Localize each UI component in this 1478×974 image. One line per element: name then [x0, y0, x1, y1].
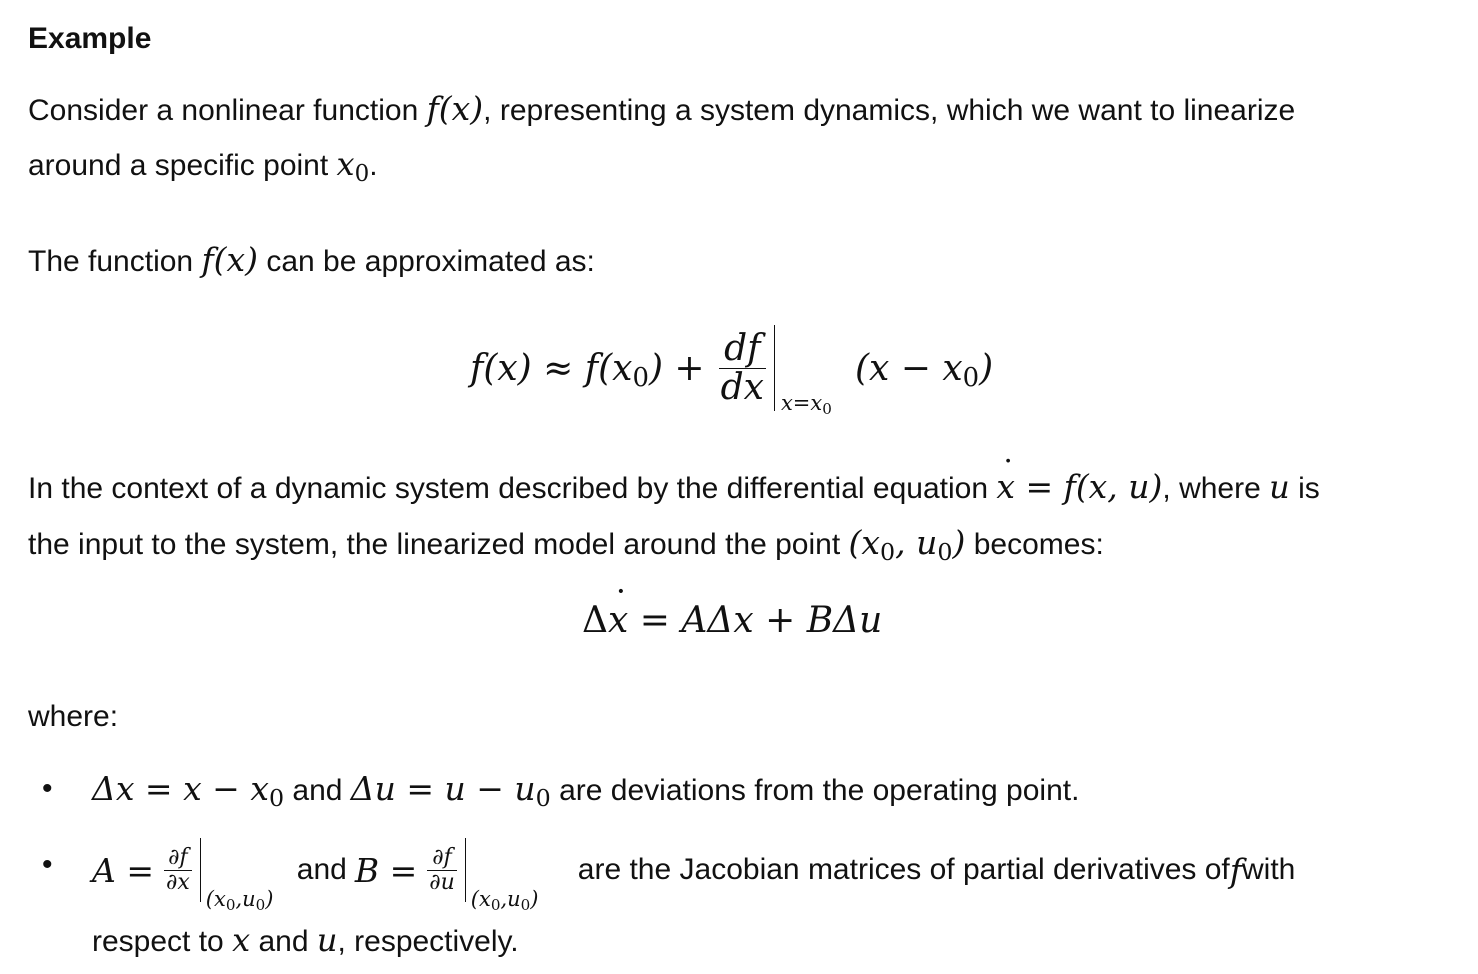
eval-open: (x [205, 887, 226, 911]
math-subscript: 0 [880, 537, 896, 566]
eval-open: (x [470, 887, 491, 911]
eval-point [205, 887, 274, 914]
bullet-text: , respectively. [337, 925, 519, 958]
bullet-text: respect to [92, 925, 233, 958]
eq1-lhs-close: ) + [648, 347, 705, 389]
math-subscript: 0 [255, 895, 266, 914]
math-subscript: 0 [937, 537, 953, 566]
math-xdot: ˙ x [608, 600, 628, 641]
fraction-denominator: ∂x [165, 869, 190, 895]
bullet-text: with [1242, 853, 1296, 886]
math-subscript: 0 [962, 362, 980, 393]
section-heading: Example [28, 22, 152, 55]
math-dx-text: Δx = x − x [92, 769, 269, 808]
para1-line1 [28, 89, 1296, 128]
op-open: (x [848, 523, 881, 562]
eval-point [780, 391, 832, 418]
math-subscript: 0 [268, 783, 285, 812]
math-subscript: 0 [520, 895, 531, 914]
evaluation-bar [774, 325, 847, 418]
math-subscript: 0 [822, 399, 832, 418]
derivative-fraction [719, 327, 766, 408]
para1-text: around a specific point [28, 149, 337, 182]
eval-close: ) [265, 887, 274, 911]
evaluation-bar [465, 838, 562, 914]
bullet-marker: • [42, 848, 53, 881]
math-fx: f(x) [201, 240, 259, 279]
eval-mid: ,u [235, 887, 256, 911]
para3-text: becomes: [965, 528, 1104, 561]
para2 [28, 240, 595, 279]
op-close: ) [952, 523, 966, 562]
para1-text: , representing a system dynamics, which we want to linearize [483, 94, 1296, 127]
eval-point [470, 887, 539, 914]
taylor-equation [470, 318, 993, 418]
eval-close: ) [530, 887, 539, 911]
para2-text: can be approximated as: [258, 245, 595, 278]
para2-text: The function [28, 245, 202, 278]
fraction-denominator: ∂u [429, 869, 455, 895]
bullet-text: are deviations from the operating point. [550, 774, 1080, 807]
math-a-lhs: A = [92, 850, 154, 890]
eval-mid: ,u [500, 887, 521, 911]
where-label: where: [28, 700, 119, 733]
eq1-lhs-text: f(x) ≈ f(x [470, 347, 633, 389]
fraction-numerator: ∂f [164, 846, 192, 870]
math-x0 [336, 145, 370, 187]
fraction-numerator: df [719, 330, 766, 369]
para3-text: , where [1162, 472, 1270, 505]
bullet-text: are the Jacobian matrices of partial derivatives of [577, 853, 1230, 886]
math-x: x [336, 145, 355, 183]
eq1-rhs-close: ) [979, 347, 994, 389]
math-ode-rest: = f(x, u) [1014, 467, 1163, 506]
bullet-item-jacobians [92, 832, 1296, 914]
bullet-item-deviations [92, 769, 1080, 812]
op-mid: , u [895, 523, 938, 562]
para1-text: . [369, 149, 378, 182]
para3-text: the input to the system, the linearized model around the point [28, 528, 849, 561]
partial-fx-fraction [164, 846, 192, 893]
eval-text: x=x [780, 391, 823, 415]
math-operating-point [848, 523, 966, 566]
fraction-numerator: ∂f [427, 846, 457, 870]
para3-text: In the context of a dynamic system described by the differential equation [28, 472, 997, 505]
para3-text: is [1289, 472, 1320, 505]
math-subscript: 0 [490, 895, 501, 914]
para3-line2 [28, 523, 1104, 566]
bullet-text: and [250, 925, 317, 958]
math-u: u [1269, 468, 1290, 506]
math-b-lhs: B = [354, 850, 418, 890]
math-subscript: 0 [632, 362, 649, 393]
math-subscript: 0 [535, 783, 551, 812]
math-subscript: 0 [225, 895, 236, 914]
para1-text: Consider a nonlinear function [28, 94, 427, 127]
delta-symbol: Δ [582, 600, 608, 641]
evaluation-bar [200, 838, 297, 914]
math-ode [996, 467, 1162, 506]
eq1-rhs-text: (x − x [854, 347, 963, 389]
math-f: f [1229, 850, 1242, 890]
bullet-text: and [284, 774, 351, 807]
math-fx: f(x) [426, 89, 484, 128]
math-du-text: Δu = u − u [350, 769, 536, 808]
eq2-rest: = AΔx + BΔu [628, 600, 883, 641]
math-delta-u [350, 769, 551, 812]
para1-line2 [28, 145, 378, 187]
fraction-denominator: dx [720, 366, 764, 408]
math-x: x [232, 921, 251, 959]
linearized-equation [582, 600, 882, 641]
math-subscript: 0 [354, 160, 370, 187]
eq1-lhs [470, 347, 705, 393]
math-u: u [316, 921, 338, 959]
eq1-rhs [854, 347, 994, 393]
math-delta-x [92, 769, 285, 812]
bullet-text: and [296, 853, 347, 886]
math-xdot: ˙ x [996, 470, 1015, 503]
partial-fu-fraction [427, 846, 457, 893]
para3-line1 [28, 467, 1320, 506]
bullet-marker: • [42, 772, 53, 805]
bullet-item-jacobians-line2 [92, 921, 519, 959]
